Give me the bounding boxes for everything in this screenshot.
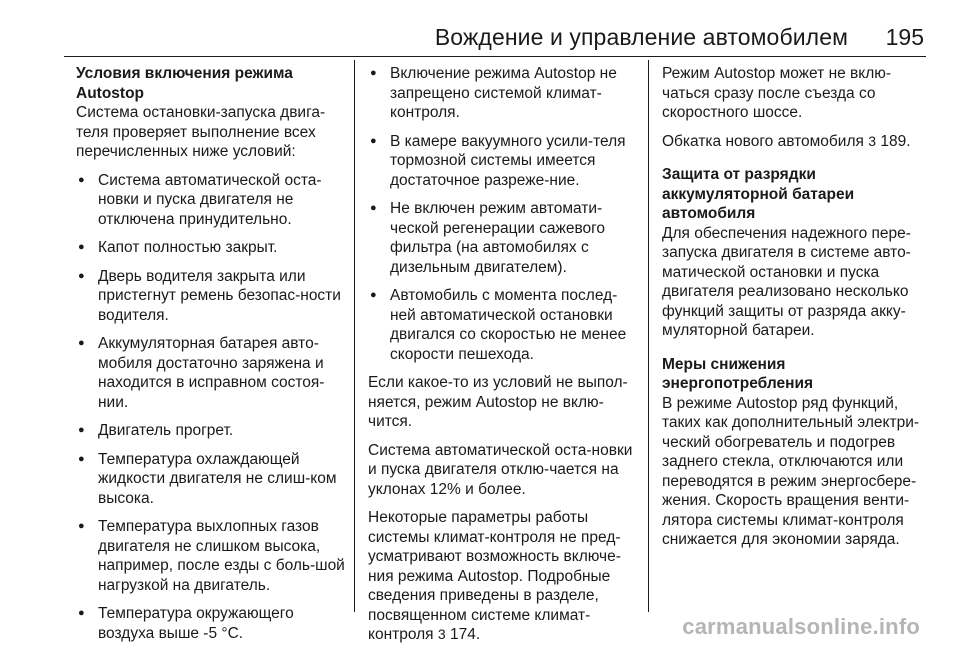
paragraph-climate-reference <box>368 508 640 645</box>
header-rule <box>64 56 926 57</box>
section-heading-autostop-conditions: Условия включения режима Autostop <box>76 65 293 102</box>
page-reference-icon: 3 <box>437 626 446 642</box>
paragraph: Если какое-то из условий не выпол-няется, режим Autostop не вклю-чится. <box>368 374 628 430</box>
chapter-title: Вождение и управление автомобилем <box>434 24 848 50</box>
page-reference[interactable]: 189. <box>880 132 911 150</box>
paragraph-text: Некоторые параметры работы системы климат-контроля не пред-усматривают возможность включе-ния режима Autostop. Подробные сведения приведены в разделе, посвященном системе климат-контроля <box>368 509 621 643</box>
section-heading-battery-protection: Защита от разрядки аккумуляторной батареи автомобиля <box>662 166 855 222</box>
list-item: ● Аккумуляторная батарея авто-мобиля достаточно заряжена и находится в исправном состоя-нии. <box>76 334 348 412</box>
list-item: ● Температура окружающего воздуха выше -5 °C. <box>76 604 348 643</box>
section-heading-energy-saving: Меры снижения энергопотребления <box>662 355 814 392</box>
paragraph-intro: Система остановки-запуска двига-теля проверяет выполнение всех перечисленных ниже условий: <box>76 104 326 160</box>
list-item: ● Дверь водителя закрыта или пристегнут ремень безопас-ности водителя. <box>76 267 348 326</box>
list-item: ● Капот полностью закрыт. <box>76 238 348 258</box>
conditions-list-continued <box>368 64 640 364</box>
paragraph: Система автоматической оста-новки и пуска двигателя отклю-чается на уклонах 12% и более. <box>368 441 633 498</box>
conditions-list <box>76 171 348 644</box>
page-number: 195 <box>885 24 924 50</box>
page-reference-icon: 3 <box>868 132 877 149</box>
list-item: ● Система автоматической оста-новки и пуска двигателя не отключена принудительно. <box>76 171 348 230</box>
list-item: ● Температура охлаждающей жидкости двигателя не слиш-ком высока. <box>76 450 348 509</box>
list-item: ● Включение режима Autostop не запрещено системой климат-контроля. <box>368 64 640 123</box>
column-1 <box>76 64 348 652</box>
paragraph: Для обеспечения надежного пере-запуска двигателя в системе авто-матической остановки и пуска двигателя реализовано несколько функций защиты от разряда акку-муляторной батареи. <box>662 224 911 339</box>
paragraph-run-in-reference <box>662 132 934 152</box>
column-3 <box>662 64 934 559</box>
column-divider-2 <box>648 60 649 612</box>
list-item: ● Температура выхлопных газов двигателя не слишком высока, например, после езды с боль-шой нагрузкой на двигатель. <box>76 517 348 595</box>
paragraph-text: Обкатка нового автомобиля <box>662 132 864 150</box>
column-2 <box>368 64 640 654</box>
paragraph: В режиме Autostop ряд функций, таких как дополнительный электри-ческий обогреватель и подогрев заднего стекла, отключаются или переводятся в режим энергосбере-жения. Скорость вращения венти-лятора системы климат-контроля снижается для экономии заряда. <box>662 394 920 548</box>
list-item: ● В камере вакуумного усили-теля тормозной системы имеется достаточное разреже-ние. <box>368 132 640 191</box>
list-item: ● Двигатель прогрет. <box>76 421 348 441</box>
column-divider-1 <box>354 60 355 612</box>
paragraph: Режим Autostop может не вклю-чаться сразу после съезда со скоростного шоссе. <box>662 65 892 121</box>
watermark-text: carmanualsonline.info <box>682 614 920 639</box>
page-reference[interactable]: 174. <box>450 626 481 643</box>
page-header <box>0 0 960 58</box>
list-item: ● Автомобиль с момента послед-ней автоматической остановки двигался со скоростью не менее скорости пешехода. <box>368 286 640 364</box>
list-item: ● Не включен режим автомати-ческой регенерации сажевого фильтра (на автомобилях с дизельным двигателем). <box>368 199 640 277</box>
